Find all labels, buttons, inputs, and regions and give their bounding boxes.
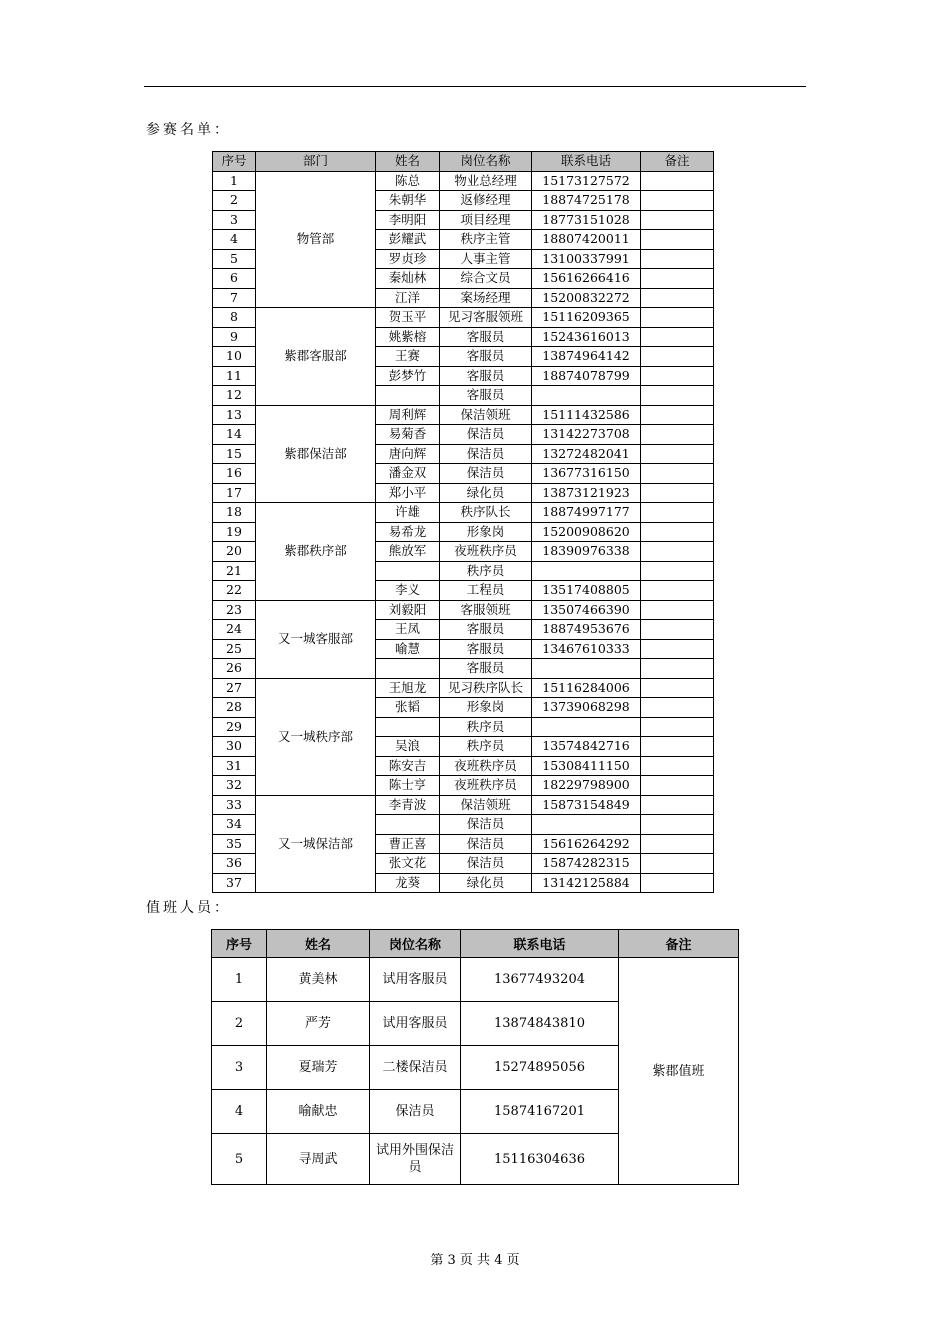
participants-header-row bbox=[213, 152, 714, 172]
header-name: 姓名 bbox=[376, 152, 440, 172]
remarks-cell bbox=[641, 776, 714, 796]
phone-cell bbox=[532, 717, 641, 737]
department-cell: 紫郡客服部 bbox=[256, 308, 376, 406]
table-row bbox=[213, 171, 714, 191]
position-cell: 保洁员 bbox=[440, 815, 532, 835]
phone-cell: 13467610333 bbox=[532, 639, 641, 659]
row-index: 17 bbox=[213, 483, 256, 503]
row-index: 29 bbox=[213, 717, 256, 737]
phone-cell: 18807420011 bbox=[532, 230, 641, 250]
duty-header-name: 姓名 bbox=[267, 930, 370, 958]
table-row bbox=[212, 958, 739, 1002]
duty-staff-heading: 值班人员： bbox=[146, 900, 231, 916]
duty-header-remarks: 备注 bbox=[619, 930, 739, 958]
table-row bbox=[213, 678, 714, 698]
name-cell: 喻慧 bbox=[376, 639, 440, 659]
remarks-cell bbox=[641, 737, 714, 757]
table-row bbox=[213, 795, 714, 815]
position-cell: 客服员 bbox=[440, 386, 532, 406]
duty-header-position: 岗位名称 bbox=[370, 930, 461, 958]
phone-cell: 18874997177 bbox=[532, 503, 641, 523]
name-cell: 吴浪 bbox=[376, 737, 440, 757]
position-cell: 夜班秩序员 bbox=[440, 756, 532, 776]
phone-cell: 18874078799 bbox=[532, 366, 641, 386]
header-phone: 联系电话 bbox=[532, 152, 641, 172]
remarks-cell bbox=[641, 717, 714, 737]
row-index: 14 bbox=[213, 425, 256, 445]
row-index: 10 bbox=[213, 347, 256, 367]
department-cell: 紫郡秩序部 bbox=[256, 503, 376, 601]
name-cell bbox=[376, 386, 440, 406]
position-cell: 秩序员 bbox=[440, 737, 532, 757]
phone-cell: 18874725178 bbox=[532, 191, 641, 211]
position-cell: 保洁员 bbox=[440, 834, 532, 854]
phone-cell bbox=[532, 815, 641, 835]
remarks-cell bbox=[641, 230, 714, 250]
position-cell: 保洁领班 bbox=[440, 405, 532, 425]
phone-cell: 15616266416 bbox=[532, 269, 641, 289]
row-index: 1 bbox=[213, 171, 256, 191]
position-cell: 客服员 bbox=[440, 366, 532, 386]
name-cell: 陈士亨 bbox=[376, 776, 440, 796]
row-index: 8 bbox=[213, 308, 256, 328]
remarks-cell bbox=[641, 659, 714, 679]
phone-cell: 13142273708 bbox=[532, 425, 641, 445]
remarks-cell bbox=[641, 854, 714, 874]
phone-cell: 13677316150 bbox=[532, 464, 641, 484]
duty-index: 1 bbox=[212, 958, 267, 1002]
phone-cell: 13873121923 bbox=[532, 483, 641, 503]
phone-cell: 18773151028 bbox=[532, 210, 641, 230]
position-cell: 秩序主管 bbox=[440, 230, 532, 250]
position-cell: 物业总经理 bbox=[440, 171, 532, 191]
row-index: 15 bbox=[213, 444, 256, 464]
position-cell: 案场经理 bbox=[440, 288, 532, 308]
position-cell: 保洁员 bbox=[440, 854, 532, 874]
row-index: 37 bbox=[213, 873, 256, 893]
remarks-cell bbox=[641, 327, 714, 347]
position-cell: 见习客服领班 bbox=[440, 308, 532, 328]
phone-cell: 13574842716 bbox=[532, 737, 641, 757]
duty-name: 喻献忠 bbox=[267, 1090, 370, 1134]
phone-cell: 18874953676 bbox=[532, 620, 641, 640]
row-index: 25 bbox=[213, 639, 256, 659]
duty-index: 3 bbox=[212, 1046, 267, 1090]
remarks-cell bbox=[641, 386, 714, 406]
remarks-cell bbox=[641, 600, 714, 620]
table-row bbox=[213, 308, 714, 328]
position-cell: 夜班秩序员 bbox=[440, 776, 532, 796]
row-index: 3 bbox=[213, 210, 256, 230]
remarks-cell bbox=[641, 698, 714, 718]
duty-index: 5 bbox=[212, 1134, 267, 1185]
row-index: 16 bbox=[213, 464, 256, 484]
name-cell: 王赛 bbox=[376, 347, 440, 367]
duty-remarks: 紫郡值班 bbox=[619, 958, 739, 1185]
name-cell: 江洋 bbox=[376, 288, 440, 308]
row-index: 19 bbox=[213, 522, 256, 542]
name-cell: 李青波 bbox=[376, 795, 440, 815]
phone-cell: 13100337991 bbox=[532, 249, 641, 269]
remarks-cell bbox=[641, 191, 714, 211]
name-cell: 张韬 bbox=[376, 698, 440, 718]
name-cell: 王凤 bbox=[376, 620, 440, 640]
remarks-cell bbox=[641, 561, 714, 581]
name-cell: 李明阳 bbox=[376, 210, 440, 230]
phone-cell: 13272482041 bbox=[532, 444, 641, 464]
position-cell: 绿化员 bbox=[440, 873, 532, 893]
name-cell: 朱朝华 bbox=[376, 191, 440, 211]
name-cell bbox=[376, 717, 440, 737]
phone-cell: 15308411150 bbox=[532, 756, 641, 776]
duty-index: 2 bbox=[212, 1002, 267, 1046]
remarks-cell bbox=[641, 269, 714, 289]
participants-table bbox=[212, 151, 714, 893]
phone-cell: 15173127572 bbox=[532, 171, 641, 191]
row-index: 2 bbox=[213, 191, 256, 211]
remarks-cell bbox=[641, 873, 714, 893]
department-cell: 紫郡保洁部 bbox=[256, 405, 376, 503]
remarks-cell bbox=[641, 249, 714, 269]
position-cell: 秩序员 bbox=[440, 717, 532, 737]
name-cell: 许雄 bbox=[376, 503, 440, 523]
name-cell bbox=[376, 561, 440, 581]
duty-position: 试用客服员 bbox=[370, 958, 461, 1002]
position-cell: 返修经理 bbox=[440, 191, 532, 211]
row-index: 6 bbox=[213, 269, 256, 289]
phone-cell: 15200832272 bbox=[532, 288, 641, 308]
name-cell: 彭耀武 bbox=[376, 230, 440, 250]
phone-cell: 13874964142 bbox=[532, 347, 641, 367]
row-index: 34 bbox=[213, 815, 256, 835]
position-cell: 客服领班 bbox=[440, 600, 532, 620]
phone-cell: 15243616013 bbox=[532, 327, 641, 347]
duty-index: 4 bbox=[212, 1090, 267, 1134]
header-position: 岗位名称 bbox=[440, 152, 532, 172]
phone-cell: 15874282315 bbox=[532, 854, 641, 874]
row-index: 12 bbox=[213, 386, 256, 406]
position-cell: 工程员 bbox=[440, 581, 532, 601]
row-index: 11 bbox=[213, 366, 256, 386]
duty-header-row bbox=[212, 930, 739, 958]
header-department: 部门 bbox=[256, 152, 376, 172]
remarks-cell bbox=[641, 542, 714, 562]
name-cell: 潘金双 bbox=[376, 464, 440, 484]
phone-cell: 15111432586 bbox=[532, 405, 641, 425]
header-index: 序号 bbox=[213, 152, 256, 172]
row-index: 7 bbox=[213, 288, 256, 308]
duty-name: 严芳 bbox=[267, 1002, 370, 1046]
row-index: 20 bbox=[213, 542, 256, 562]
remarks-cell bbox=[641, 483, 714, 503]
remarks-cell bbox=[641, 834, 714, 854]
duty-position: 试用客服员 bbox=[370, 1002, 461, 1046]
table-row bbox=[213, 600, 714, 620]
row-index: 33 bbox=[213, 795, 256, 815]
position-cell: 秩序员 bbox=[440, 561, 532, 581]
name-cell: 易希龙 bbox=[376, 522, 440, 542]
position-cell: 客服员 bbox=[440, 659, 532, 679]
duty-name: 黄美林 bbox=[267, 958, 370, 1002]
table-row bbox=[213, 503, 714, 523]
row-index: 26 bbox=[213, 659, 256, 679]
position-cell: 绿化员 bbox=[440, 483, 532, 503]
remarks-cell bbox=[641, 581, 714, 601]
duty-phone: 15874167201 bbox=[461, 1090, 619, 1134]
name-cell: 秦灿林 bbox=[376, 269, 440, 289]
row-index: 13 bbox=[213, 405, 256, 425]
row-index: 9 bbox=[213, 327, 256, 347]
duty-staff-body bbox=[212, 958, 739, 1185]
name-cell: 罗贞珍 bbox=[376, 249, 440, 269]
position-cell: 保洁员 bbox=[440, 444, 532, 464]
duty-phone: 15274895056 bbox=[461, 1046, 619, 1090]
phone-cell bbox=[532, 659, 641, 679]
name-cell: 王旭龙 bbox=[376, 678, 440, 698]
position-cell: 客服员 bbox=[440, 327, 532, 347]
name-cell: 龙葵 bbox=[376, 873, 440, 893]
position-cell: 人事主管 bbox=[440, 249, 532, 269]
department-cell: 又一城保洁部 bbox=[256, 795, 376, 893]
remarks-cell bbox=[641, 366, 714, 386]
row-index: 5 bbox=[213, 249, 256, 269]
position-cell: 综合文员 bbox=[440, 269, 532, 289]
name-cell bbox=[376, 815, 440, 835]
name-cell: 贺玉平 bbox=[376, 308, 440, 328]
remarks-cell bbox=[641, 620, 714, 640]
phone-cell: 13739068298 bbox=[532, 698, 641, 718]
remarks-cell bbox=[641, 815, 714, 835]
duty-name: 夏瑞芳 bbox=[267, 1046, 370, 1090]
remarks-cell bbox=[641, 795, 714, 815]
remarks-cell bbox=[641, 171, 714, 191]
page-footer: 第 3 页 共 4 页 bbox=[430, 1253, 520, 1268]
phone-cell: 15873154849 bbox=[532, 795, 641, 815]
phone-cell: 15200908620 bbox=[532, 522, 641, 542]
remarks-cell bbox=[641, 347, 714, 367]
phone-cell bbox=[532, 561, 641, 581]
position-cell: 保洁领班 bbox=[440, 795, 532, 815]
duty-position: 试用外围保洁员 bbox=[370, 1134, 461, 1185]
name-cell: 郑小平 bbox=[376, 483, 440, 503]
name-cell: 李义 bbox=[376, 581, 440, 601]
name-cell: 周利辉 bbox=[376, 405, 440, 425]
participants-heading: 参赛名单： bbox=[146, 122, 231, 138]
name-cell: 陈安吉 bbox=[376, 756, 440, 776]
name-cell bbox=[376, 659, 440, 679]
remarks-cell bbox=[641, 444, 714, 464]
remarks-cell bbox=[641, 678, 714, 698]
name-cell: 张文花 bbox=[376, 854, 440, 874]
duty-staff-table bbox=[211, 929, 739, 1185]
name-cell: 陈总 bbox=[376, 171, 440, 191]
position-cell: 形象岗 bbox=[440, 522, 532, 542]
position-cell: 秩序队长 bbox=[440, 503, 532, 523]
phone-cell bbox=[532, 386, 641, 406]
phone-cell: 15116209365 bbox=[532, 308, 641, 328]
name-cell: 曹正喜 bbox=[376, 834, 440, 854]
remarks-cell bbox=[641, 308, 714, 328]
duty-header-index: 序号 bbox=[212, 930, 267, 958]
name-cell: 彭梦竹 bbox=[376, 366, 440, 386]
phone-cell: 15616264292 bbox=[532, 834, 641, 854]
department-cell: 物管部 bbox=[256, 171, 376, 308]
position-cell: 客服员 bbox=[440, 620, 532, 640]
remarks-cell bbox=[641, 288, 714, 308]
name-cell: 刘毅阳 bbox=[376, 600, 440, 620]
row-index: 27 bbox=[213, 678, 256, 698]
position-cell: 夜班秩序员 bbox=[440, 542, 532, 562]
phone-cell: 13507466390 bbox=[532, 600, 641, 620]
name-cell: 唐向辉 bbox=[376, 444, 440, 464]
phone-cell: 18229798900 bbox=[532, 776, 641, 796]
duty-phone: 13874843810 bbox=[461, 1002, 619, 1046]
table-row bbox=[213, 405, 714, 425]
duty-header-phone: 联系电话 bbox=[461, 930, 619, 958]
duty-phone: 15116304636 bbox=[461, 1134, 619, 1185]
position-cell: 形象岗 bbox=[440, 698, 532, 718]
name-cell: 姚紫榕 bbox=[376, 327, 440, 347]
row-index: 22 bbox=[213, 581, 256, 601]
row-index: 30 bbox=[213, 737, 256, 757]
remarks-cell bbox=[641, 756, 714, 776]
remarks-cell bbox=[641, 464, 714, 484]
participants-body bbox=[213, 171, 714, 893]
row-index: 31 bbox=[213, 756, 256, 776]
remarks-cell bbox=[641, 503, 714, 523]
duty-position: 二楼保洁员 bbox=[370, 1046, 461, 1090]
position-cell: 保洁员 bbox=[440, 425, 532, 445]
row-index: 4 bbox=[213, 230, 256, 250]
remarks-cell bbox=[641, 639, 714, 659]
row-index: 28 bbox=[213, 698, 256, 718]
row-index: 18 bbox=[213, 503, 256, 523]
row-index: 23 bbox=[213, 600, 256, 620]
department-cell: 又一城客服部 bbox=[256, 600, 376, 678]
remarks-cell bbox=[641, 210, 714, 230]
header-remarks: 备注 bbox=[641, 152, 714, 172]
position-cell: 见习秩序队长 bbox=[440, 678, 532, 698]
duty-phone: 13677493204 bbox=[461, 958, 619, 1002]
row-index: 24 bbox=[213, 620, 256, 640]
position-cell: 保洁员 bbox=[440, 464, 532, 484]
row-index: 32 bbox=[213, 776, 256, 796]
remarks-cell bbox=[641, 425, 714, 445]
phone-cell: 15116284006 bbox=[532, 678, 641, 698]
phone-cell: 13517408805 bbox=[532, 581, 641, 601]
phone-cell: 13142125884 bbox=[532, 873, 641, 893]
remarks-cell bbox=[641, 522, 714, 542]
phone-cell: 18390976338 bbox=[532, 542, 641, 562]
remarks-cell bbox=[641, 405, 714, 425]
position-cell: 客服员 bbox=[440, 639, 532, 659]
row-index: 35 bbox=[213, 834, 256, 854]
duty-name: 寻周武 bbox=[267, 1134, 370, 1185]
department-cell: 又一城秩序部 bbox=[256, 678, 376, 795]
duty-position: 保洁员 bbox=[370, 1090, 461, 1134]
name-cell: 易菊香 bbox=[376, 425, 440, 445]
name-cell: 熊放军 bbox=[376, 542, 440, 562]
row-index: 21 bbox=[213, 561, 256, 581]
position-cell: 项目经理 bbox=[440, 210, 532, 230]
header-rule bbox=[144, 86, 806, 87]
row-index: 36 bbox=[213, 854, 256, 874]
position-cell: 客服员 bbox=[440, 347, 532, 367]
